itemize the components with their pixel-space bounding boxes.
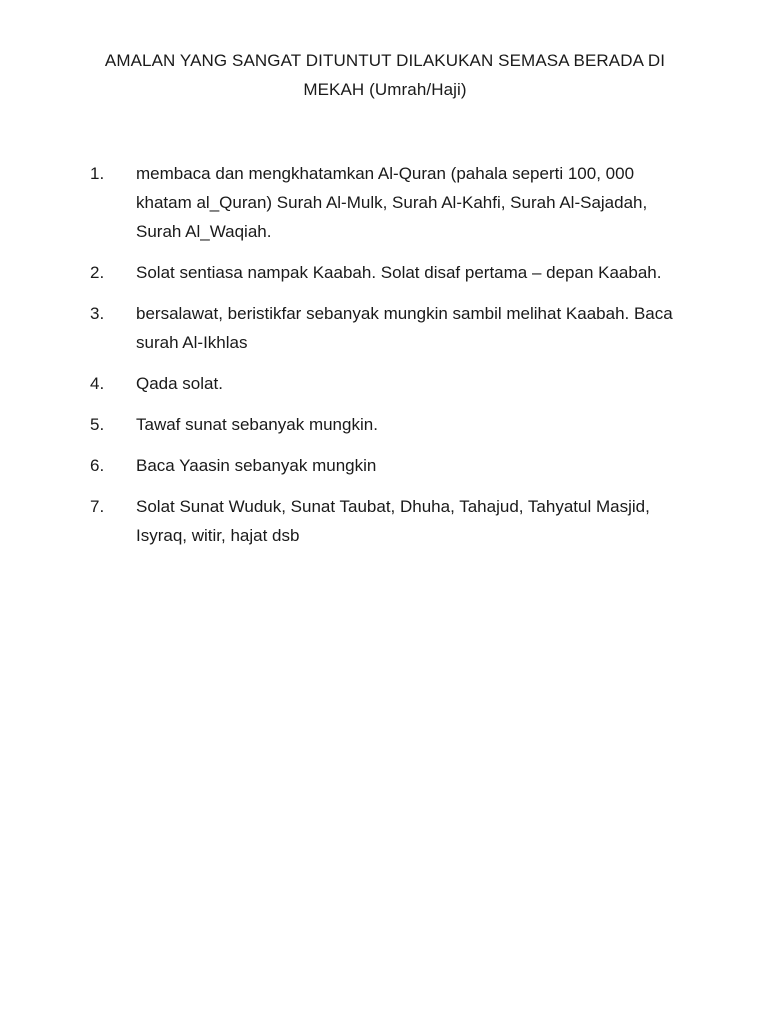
list-item-text: membaca dan mengkhatamkan Al-Quran (pahala seperti 100, 000 khatam al_Quran) Surah Al-Mulk, Surah Al-Kahfi, Surah Al-Sajadah, Surah Al_Waqiah. [136,164,648,241]
list-item-text: Solat Sunat Wuduk, Sunat Taubat, Dhuha, Tahajud, Tahyatul Masjid, Isyraq, witir, hajat dsb [136,497,650,545]
list-item-text: Qada solat. [136,374,223,393]
document-title: AMALAN YANG SANGAT DITUNTUT DILAKUKAN SEMASA BERADA DI MEKAH (Umrah/Haji) [104,51,666,99]
list-item-number: 2. [90,263,105,282]
list-item [0,451,768,480]
list-item-text: Baca Yaasin sebanyak mungkin [136,456,377,475]
list-item [0,299,768,357]
list-item-text: Tawaf sunat sebanyak mungkin. [136,415,378,434]
list-item-number: 4. [90,374,105,393]
list-item-number: 6. [90,456,105,475]
list-item [0,159,768,246]
list-item-number: 3. [90,304,105,323]
list-item [0,492,768,550]
list-item-text: Solat sentiasa nampak Kaabah. Solat disaf pertama – depan Kaabah. [136,263,662,282]
list-item-number: 5. [90,415,105,434]
numbered-list [0,159,768,562]
list-item [0,258,768,287]
list-item-number: 7. [90,497,105,516]
list-item-text: bersalawat, beristikfar sebanyak mungkin sambil melihat Kaabah. Baca surah Al-Ikhlas [136,304,673,352]
list-item-number: 1. [90,164,105,183]
list-item [0,410,768,439]
list-item [0,369,768,398]
